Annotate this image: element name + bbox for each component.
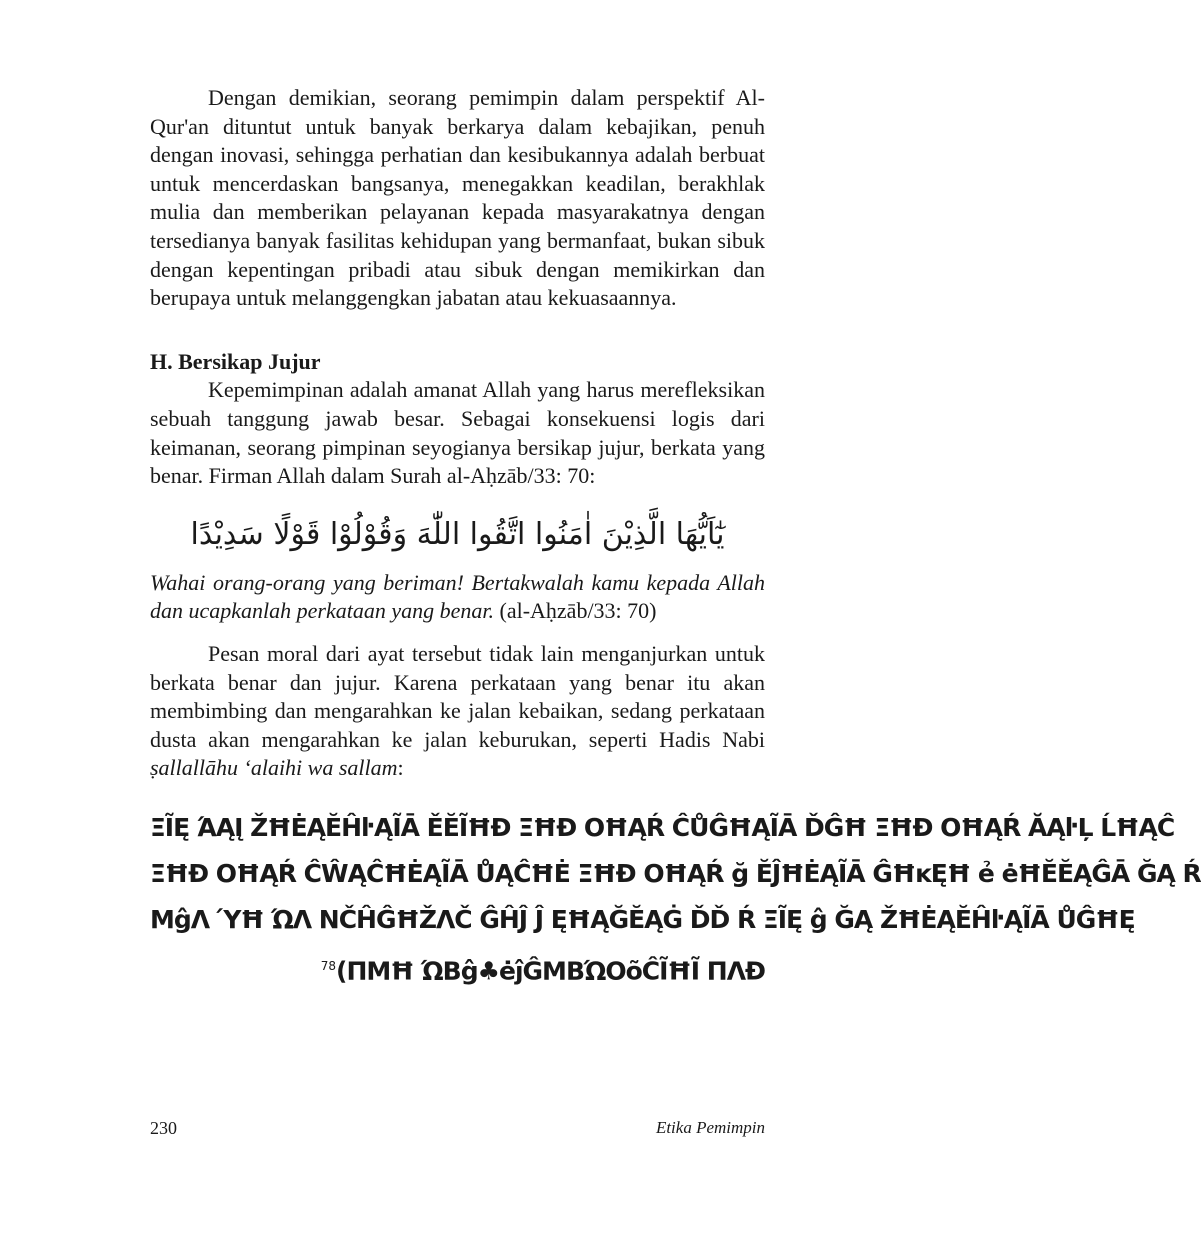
page-footer	[150, 1118, 765, 1139]
paragraph-2: Kepemimpinan adalah amanat Allah yang harus merefleksikan sebuah tanggung jawab besar. Sebagai konsekuensi logis dari keimanan, seorang pimpinan seyogianya bersikap jujur, berkata yang benar. Firman Allah dalam Surah al-Aḥzāb/33: 70:	[150, 377, 765, 489]
hadith-last-line	[150, 943, 765, 994]
paragraph-3-lead: Pesan moral dari ayat tersebut tidak lain menganjurkan untuk berkata benar dan jujur. Karena perkataan yang benar itu akan membimbing dan mengarahkan ke jalan kebaikan, sedang perkataan dusta akan mengarahkan ke jalan keburukan, seperti Hadis Nabi	[150, 640, 765, 752]
paragraph-1: Dengan demikian, seorang pemimpin dalam perspektif Al-Qur'an dituntut untuk banyak berkarya dalam kebajikan, penuh dengan inovasi, sehingga perhatian dan kesibukannya adalah berbuat untuk mencerdaskan bangsanya, menegakkan keadilan, berakhlak mulia dan memberikan pelayanan kepada masyarakatnya dengan tersedianya banyak fasilitas kehidupan yang bermanfaat, bukan sibuk dengan kepentingan pribadi atau sibuk dengan memikirkan dan berupaya untuk melanggengkan jabatan atau kekuasaannya.	[150, 85, 765, 311]
paragraph-3-tail: :	[397, 755, 404, 781]
book-title: Etika Pemimpin	[655, 1118, 765, 1137]
hadith-last-text: (ΠΜĦ ΏΒĝ♣ėĵĜΜΒΏΟõĈĨĦĨ ΠΛĐ	[336, 956, 765, 986]
verse-translation	[150, 569, 765, 626]
page-number: 230	[150, 1118, 177, 1138]
translation-italic: Wahai orang-orang yang beriman! Bertakwalah kamu kepada Allah dan ucapkanlah perkataan yang benar.	[150, 569, 765, 624]
paragraph-3	[150, 640, 765, 783]
arabic-verse: يٰٓاَيُّهَا الَّذِيْنَ اٰمَنُوا اتَّقُوا اللّٰهَ وَقُوْلُوْا قَوْلًا سَدِيْدًا	[190, 516, 725, 552]
section-heading: H. Bersikap Jujur	[150, 348, 321, 374]
translation-reference: (al-Aḥzāb/33: 70)	[494, 598, 657, 624]
page-content	[150, 84, 1201, 994]
hadith-line: ΞĨĘ ΆĄĮ ŽĦĖĄĔĤŀĄĨĀ ĚĔĨĦĐ ΞĦĐ ΟĦĄŔ ĈŮĜĦĄĨĀ ĎĜĦ ΞĦĐ ΟĦĄŔ ĂĄŀĻ ĹĦĄĈ	[150, 812, 1175, 842]
hadith-line: ΜĝΛ ΎĦ ΏΛ ΝČĤĜĦŽΛČ ĜĤĴ Ĵ ĘĦĄĞĔĄĠ ĎĎ Ŕ ΞĨĘ ĝ ĞĄ ŽĦĖĄĔĤŀĄĨĀ ŮĜĦĘ	[150, 904, 1135, 934]
hadith-line: ΞĦĐ ΟĦĄŔ ĈŴĄĈĦĖĄĨĀ ŮĄĈĦĖ ΞĦĐ ΟĦĄŔ ğ ĔĴĦĖĄĨĀ ĜĦĸĘĦ ẻ ėĦĔĔĄĜĀ ĞĄ Ŕ	[150, 858, 1201, 888]
footnote-marker[interactable]: 78	[320, 958, 337, 973]
paragraph-3-italic: ṣallallāhu ‘alaihi wa sallam	[150, 755, 398, 781]
hadith-block	[150, 805, 1201, 994]
